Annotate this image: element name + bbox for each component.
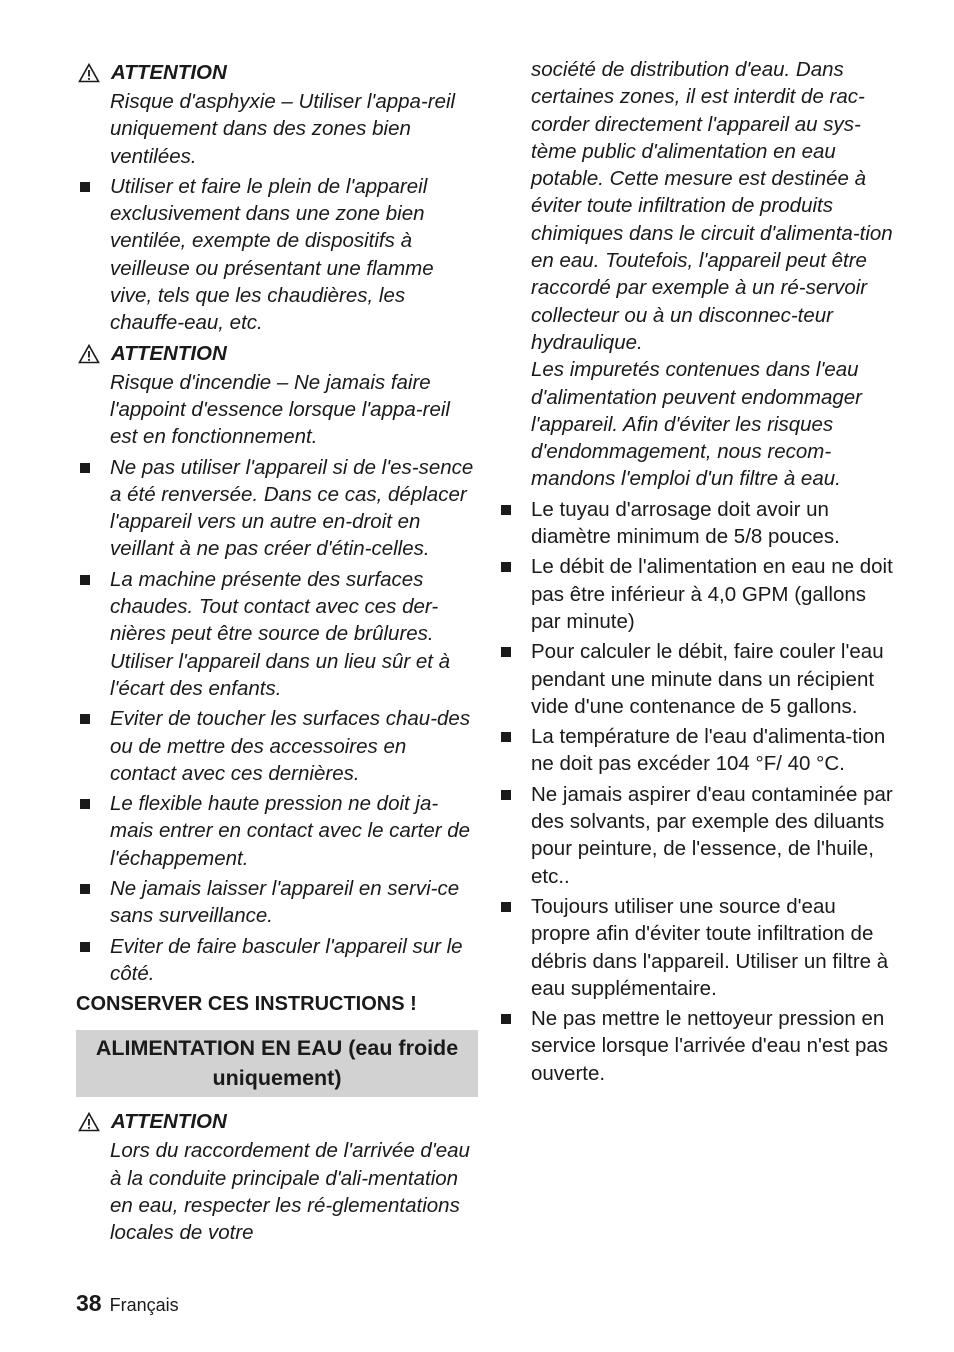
list-item xyxy=(497,638,897,720)
attention-title: ATTENTION xyxy=(111,341,227,365)
warning-triangle-icon xyxy=(78,1112,100,1132)
warning-triangle-icon xyxy=(78,344,100,364)
list-item xyxy=(76,454,478,563)
language-label: Français xyxy=(109,1295,179,1315)
list-item-text: Utiliser et faire le plein de l'appareil exclusivement dans une zone bien ventilée, exempte de dispositifs à veilleuse ou présentant une flamme vive, tels que les chaudières, les chauffe-eau, etc. xyxy=(110,174,434,335)
page-footer xyxy=(76,1290,179,1317)
bullet-marker xyxy=(497,553,531,635)
list-item xyxy=(497,496,897,551)
list-item-text: Pour calculer le débit, faire couler l'eau pendant une minute dans un récipient vide d'une contenance de 5 gallons. xyxy=(531,640,884,718)
attention-heading xyxy=(76,1107,478,1137)
list-item-text: Le tuyau d'arrosage doit avoir un diamètre minimum de 5/8 pouces. xyxy=(531,497,840,549)
section-heading: ALIMENTATION EN EAU (eau froide uniquement) xyxy=(76,1030,478,1097)
list-item xyxy=(497,781,897,890)
list-item xyxy=(76,705,478,787)
bullet-marker xyxy=(76,875,110,930)
bullet-marker xyxy=(76,454,110,563)
attention-body-continued: Les impuretés contenues dans l'eau d'alimentation peuvent endommager l'appareil. Afin d'éviter les risques d'endommagement, nous recom-mandons l'emploi d'un filtre à eau. xyxy=(531,358,862,491)
list-item-text: Le débit de l'alimentation en eau ne doit pas être inférieur à 4,0 GPM (gallons par minute) xyxy=(531,555,893,633)
bullet-marker xyxy=(76,790,110,872)
bullet-marker xyxy=(497,496,531,551)
list-item-text: Toujours utiliser une source d'eau propre afin d'éviter toute infiltration de débris dans l'appareil. Utiliser un filtre à eau supplémentaire. xyxy=(531,894,889,1000)
list-item xyxy=(76,933,478,988)
list-item-text: Ne pas utiliser l'appareil si de l'es-sence a été renversée. Dans ce cas, déplacer l'appareil vers un autre en-droit en veillant à ne pas créer d'étin-celles. xyxy=(110,455,474,561)
bullet-marker xyxy=(76,705,110,787)
list-item xyxy=(76,566,478,702)
list-item xyxy=(76,173,478,337)
attention-body-continued: société de distribution d'eau. Dans certaines zones, il est interdit de rac-corder directement l'appareil au sys-tème public d'alimentation en eau potable. Cette mesure est destinée à éviter toute infiltration de produits chimiques dans le circuit d'alimenta-tion en eau. Toutefois, l'appareil peut être raccordé par exemple à un ré-servoir collecteur ou à un disconnec-teur hydraulique. xyxy=(531,58,893,354)
list-item-text: La température de l'eau d'alimenta-tion ne doit pas excéder 104 °F/ 40 °C. xyxy=(531,725,886,776)
bullet-marker xyxy=(76,173,110,337)
list-item-text: Ne jamais laisser l'appareil en servi-ce sans surveillance. xyxy=(110,877,460,928)
attention-title: ATTENTION xyxy=(111,61,227,84)
attention-heading xyxy=(76,58,478,88)
list-item xyxy=(497,553,897,635)
list-item-text: Ne jamais aspirer d'eau contaminée par des solvants, par exemple des diluants pour peinture, de l'essence, de l'huile, etc.. xyxy=(531,782,893,888)
attention-heading xyxy=(76,339,478,369)
bullet-marker xyxy=(497,893,531,1002)
list-item-text: Ne pas mettre le nettoyeur pression en service lorsque l'arrivée d'eau n'est pas ouverte. xyxy=(531,1007,889,1085)
list-item-text: Eviter de faire basculer l'appareil sur le côté. xyxy=(110,934,463,985)
list-item-text: Eviter de toucher les surfaces chau-des ou de mettre des accessoires en contact avec ces dernières. xyxy=(110,707,471,785)
attention-title: ATTENTION xyxy=(111,1110,227,1134)
warning-triangle-icon xyxy=(78,63,100,83)
bullet-marker xyxy=(497,1005,531,1087)
conserve-notice: CONSERVER CES INSTRUCTIONS ! xyxy=(76,993,417,1016)
list-item xyxy=(497,1005,897,1087)
list-item-text: Le flexible haute pression ne doit ja-mais entrer en contact avec le carter de l'échappement. xyxy=(110,792,471,870)
bullet-marker xyxy=(76,566,110,702)
bullet-marker xyxy=(497,781,531,890)
left-column xyxy=(76,56,478,1246)
bullet-marker xyxy=(497,638,531,720)
bullet-marker xyxy=(76,933,110,988)
page-number: 38 xyxy=(76,1290,102,1316)
list-item xyxy=(497,893,897,1002)
attention-body: Risque d'incendie – Ne jamais faire l'appoint d'essence lorsque l'appa-reil est en fonctionnement. xyxy=(110,370,450,449)
list-item xyxy=(76,790,478,872)
right-column xyxy=(497,56,897,1087)
attention-body: Risque d'asphyxie – Utiliser l'appa-reil uniquement dans des zones bien ventilées. xyxy=(110,90,456,168)
list-item-text: La machine présente des surfaces chaudes. Tout contact avec ces der-nières peut être source de brûlures. Utiliser l'appareil dans un lieu sûr et à l'écart des enfants. xyxy=(110,567,451,700)
attention-body: Lors du raccordement de l'arrivée d'eau à la conduite principale d'ali-mentation en eau, respecter les ré-glementations locales de votre xyxy=(110,1139,470,1245)
bullet-marker xyxy=(497,723,531,778)
list-item xyxy=(76,875,478,930)
list-item xyxy=(497,723,897,778)
